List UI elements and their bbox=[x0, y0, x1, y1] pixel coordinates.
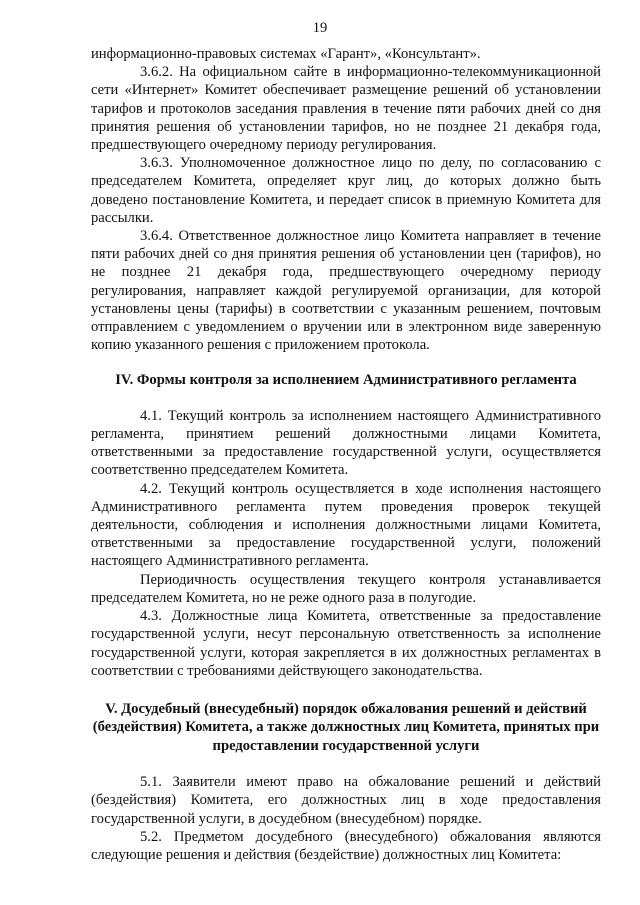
document-body bbox=[91, 45, 601, 864]
paragraph-continuation: информационно-правовых системах «Гарант», «Консультант». bbox=[91, 46, 481, 62]
paragraph-3-6-2: 3.6.2. На официальном сайте в информационно-телекоммуникационной сети «Интернет» Комитет обеспечивает размещение решений об установлении тарифов и протоколов заседания правления в течение пяти рабочих дней со дня принятия решения об установлении тарифов, но не позднее 21 декабря года, предшествующего очередному периоду регулирования. bbox=[91, 64, 601, 154]
paragraph-periodicity: Периодичность осуществления текущего контроля устанавливается председателем Комитета, но не реже одного раза в полугодие. bbox=[91, 571, 601, 606]
section-5-heading: V. Досудебный (внесудебный) порядок обжалования решений и действий (бездействия) Комитета, а также должностных лиц Комитета, принятых при предоставлении государственной услуги bbox=[92, 700, 600, 754]
page-number: 19 bbox=[312, 20, 328, 36]
paragraph-5-2: 5.2. Предметом досудебного (внесудебного) обжалования являются следующие решения и действия (бездействие) должностных лиц Комитета: bbox=[91, 828, 601, 863]
paragraph-5-1: 5.1. Заявители имеют право на обжалование решений и действий (бездействия) Комитета, его должностных лиц в ходе предоставления государственной услуги, в досудебном (внесудебном) порядке. bbox=[91, 774, 601, 827]
paragraph-4-2: 4.2. Текущий контроль осуществляется в ходе исполнения настоящего Административного регламента путем проведения проверок текущей деятельности, соблюдения и исполнения должностными лицами Комитета, ответственными за предоставление государственной услуги, положений настоящего Административного регламента. bbox=[91, 480, 601, 570]
paragraph-4-1: 4.1. Текущий контроль за исполнением настоящего Административного регламента, принятием решений должностными лицами Комитета, ответственными за предоставление государственной услуги, осуществляется соответственно председателем Комитета. bbox=[91, 407, 601, 479]
section-4-heading: IV. Формы контроля за исполнением Административного регламента bbox=[115, 372, 577, 389]
paragraph-4-3: 4.3. Должностные лица Комитета, ответственные за предоставление государственной услуги, несут персональную ответственность за исполнение государственной услуги, которая закрепляется в их должностных регламентах в соответствии с требованиями действующего законодательства. bbox=[91, 608, 601, 679]
paragraph-3-6-3: 3.6.3. Уполномоченное должностное лицо по делу, по согласованию с председателем Комитета, определяет круг лиц, до которых должно быть доведено постановление Комитета, и передает список в приемную Комитета для рассылки. bbox=[91, 155, 601, 226]
paragraph-3-6-4: 3.6.4. Ответственное должностное лицо Комитета направляет в течение пяти рабочих дней со дня принятия решения об установлении цен (тарифов), но не позднее 21 декабря года, предшествующего очередному периоду регулирования, направляет каждой регулируемой организации, для которой установлены цены (тарифы) в соответствии с указанным решением, почтовым отправлением с уведомлением о вручении или в электронном виде заверенную копию указанного решения с приложением протокола. bbox=[91, 228, 601, 354]
